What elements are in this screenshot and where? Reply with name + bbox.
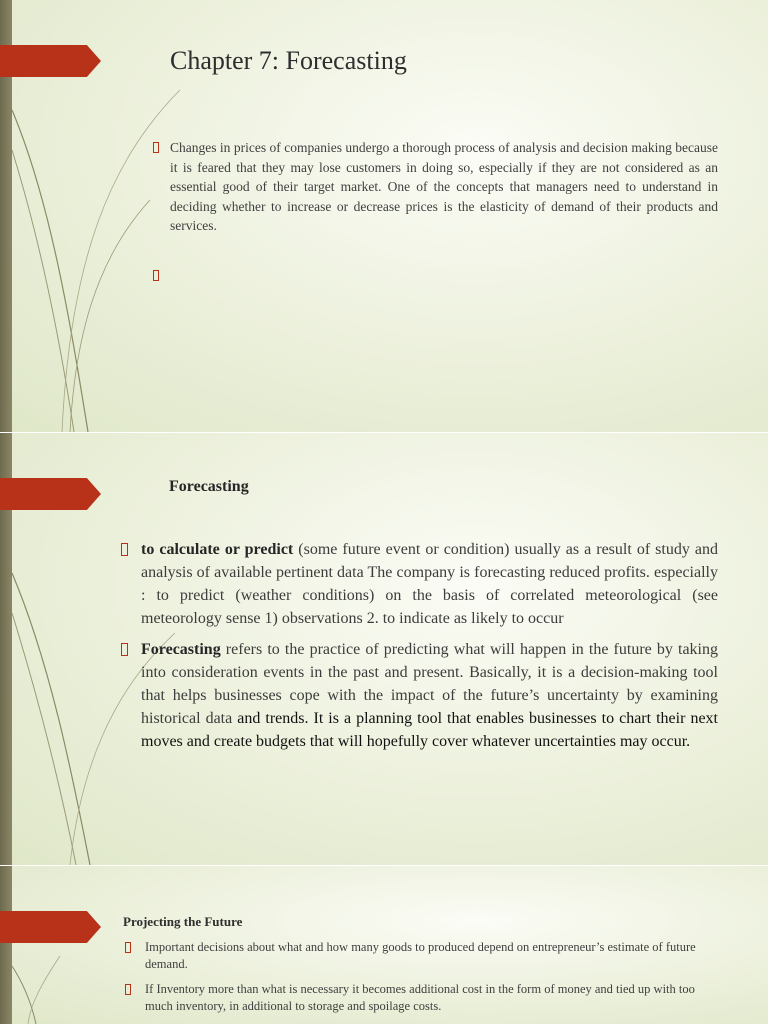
bullet-box-icon (121, 543, 128, 556)
list-item (145, 981, 720, 1015)
bullet-list (141, 538, 718, 761)
bullet-box-icon (153, 270, 159, 281)
bullet-box-icon (125, 984, 131, 995)
bullet-list (170, 138, 718, 236)
bullet-box-icon (153, 142, 159, 153)
list-item (145, 939, 720, 973)
list-item (170, 138, 718, 236)
bullet-text: Important decisions about what and how many goods to produced depend on entrepreneur’s estimate of future demand. (145, 940, 696, 971)
bullet-text: If Inventory more than what is necessary it becomes additional cost in the form of money and tied up with too much inventory, in additional to storage and spoilage costs. (145, 982, 695, 1013)
bullet-text: Changes in prices of companies undergo a thorough process of analysis and decision making because it is feared that they may lose customers in doing so, especially if they are not considered as an essential good of their target market. One of the concepts that managers need to understand in deciding whether to increase or decrease prices is the elasticity of demand of their products and services. (170, 140, 718, 233)
bullet-list (145, 939, 720, 1023)
empty-bullet-item (153, 268, 159, 286)
bullet-box-icon (125, 942, 131, 953)
slide-title: Projecting the Future (123, 914, 243, 929)
bold-term: Forecasting (141, 641, 221, 658)
bullet-box-icon (121, 643, 128, 656)
bullet-text-dark: and trends. It is a planning tool that enables businesses to chart their next moves and create budgets that will hopefully cover whatever uncertainties may occur. (141, 710, 718, 750)
slide-1 (0, 0, 768, 432)
slide-title: Chapter 7: Forecasting (170, 46, 407, 75)
bullet-text: (some future event or condition) usually as a result of study and analysis of available pertinent data The company is forecasting reduced profits. especially : to predict (weather conditions) on the basis of correlated meteorological (see meteorology sense 1) observations 2. to indicate as likely to occur (141, 541, 718, 627)
red-arrow-tab (0, 911, 101, 943)
red-arrow-tab (0, 45, 101, 77)
bold-term: to calculate or predict (141, 541, 294, 558)
list-item (141, 538, 718, 630)
bullet-text: refers to the practice of predicting what will happen in the future by taking into consideration events in the past and present. Basically, it is a decision-making tool that helps businesses cope with the impact of the future’s uncertainty by examining historical data (141, 641, 718, 727)
slide-title: Forecasting (169, 478, 249, 495)
red-arrow-tab (0, 478, 101, 510)
list-item (141, 638, 718, 753)
